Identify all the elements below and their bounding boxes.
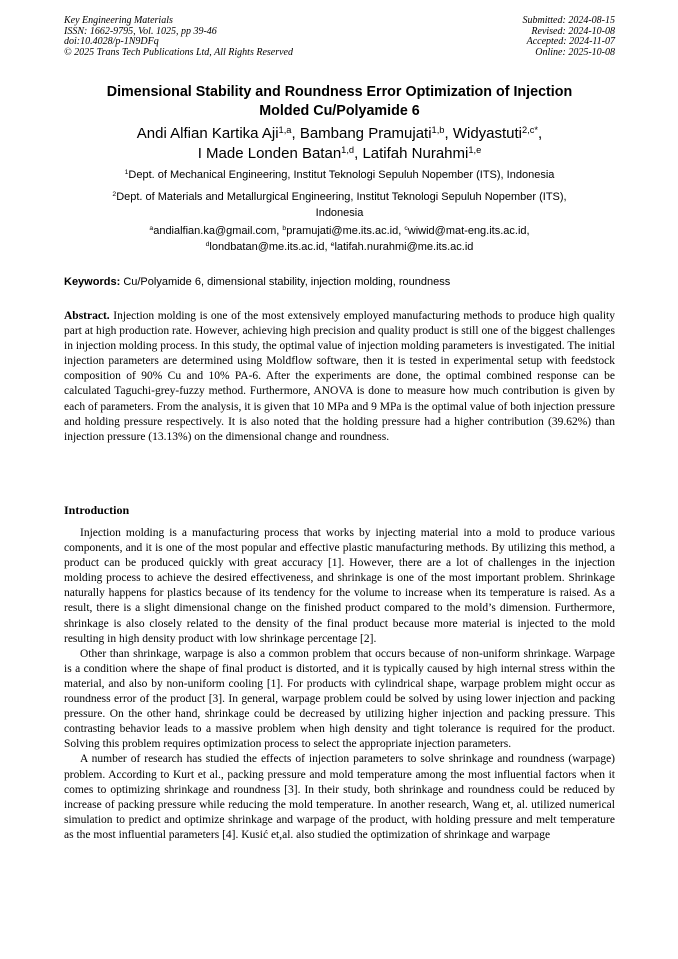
author-sep: ,: [291, 125, 300, 142]
author-affil-sup: 2,c*: [522, 124, 539, 135]
affiliation-text: Dept. of Materials and Metallurgical Engineering, Institut Teknologi Sepuluh Nopember (ITS),: [116, 191, 567, 203]
abstract: [64, 309, 615, 445]
email-sep: ,: [324, 240, 331, 253]
abstract-label: Abstract.: [64, 310, 110, 322]
author-list: [64, 124, 615, 164]
email-address: latifah.nurahmi@me.its.ac.id: [334, 240, 474, 253]
email-sup: b: [282, 225, 287, 233]
affiliation-1: [64, 168, 615, 184]
author-sep: ,: [444, 125, 453, 142]
journal-info: [64, 16, 293, 58]
intro-paragraph: Injection molding is a manufacturing process that works by injecting material into a mold to produce various components, and it is one of the most popular and effective plastic manufacturing methods. By utilizing this method, a product can be produced quickly with great accuracy [1]. However, there are a lot of challenges in the injection molding process to achieve the desired effectiveness, and shrinkage is one of the most important problem. Shrinkage naturally happens for plastics because of its tendency for the volume to increase when its temperature is raised. As a result, there is a slight dimensional change on the finished product compared to the mold’s dimension. Furthermore, shrinkage is also closely related to the density of the final product because more material is injected to the mold resulting in high density product with low shrinkage percentage [2].: [64, 527, 615, 645]
introduction-body: [64, 526, 615, 843]
abstract-text: Injection molding is one of the most extensively employed manufacturing methods to produce high quality part at high production rate. However, achieving high precision and quality product is still one of the biggest challenges in injection molding process. In this study, the optimal value of injection molding parameters is investigated. The initial injection parameters are determined using Moldflow software, then it is tested in experimental setup with feedstock composition of 90% Cu and 10% PA-6. After the experiments are done, the optimal combined response can be calculated Taguchi-grey-fuzzy method. Furthermore, ANOVA is done to measure how much contribution is given by each of parameters. From the analysis, it is given that 10 MPa and 9 MPa is the optimal value of both injection pressure and holding pressure respectively. It is also noted that the holding pressure had a higher contribution (39.62%) than injection pressure (13.13%) on the dimensional change and roundness.: [64, 310, 615, 443]
author-name: Andi Alfian Kartika Aji: [136, 125, 279, 142]
date-revised: Revised: 2024-10-08: [531, 25, 615, 37]
email-sup: c: [404, 225, 408, 233]
title-line-2: Molded Cu/Polyamide 6: [259, 103, 420, 119]
author-name: Latifah Nurahmi: [362, 145, 469, 162]
intro-paragraph: Other than shrinkage, warpage is also a common problem that occurs because of non-uniform shrinkage. Warpage is a condition where the shape of final product is distorted, and it is typically caused by high internal stress within the material, and also by non-uniform cooling [1]. For products with cylindrical shape, warpage problem might occur as roundness error of the product [3]. In general, warpage problem could be solved by using lower injection and packing pressure. On the other hand, shrinkage could be decreased by utilizing higher injection and packing pressure. This contrasting behavior leads to a massive problem when high density and tight tolerance is required for the product. Solving this problem requires optimization process to select the appropriate injection parameters.: [64, 647, 615, 751]
author-sep: ,: [538, 125, 543, 142]
author-emails: [64, 224, 615, 255]
email-sup: e: [330, 240, 335, 248]
author-affil-sup: 1,e: [468, 144, 482, 155]
author-affil-sup: 1,b: [431, 124, 445, 135]
email-address: londbatan@me.its.ac.id: [209, 240, 325, 253]
keywords-text: Cu/Polyamide 6, dimensional stability, injection molding, roundness: [123, 276, 451, 288]
journal-doi: doi:10.4028/p-1N9DFq: [64, 36, 159, 48]
affiliation-sup: 2: [112, 191, 117, 199]
date-accepted: Accepted: 2024-11-07: [526, 36, 615, 48]
affiliation-2: [64, 190, 615, 221]
email-sup: d: [205, 240, 210, 248]
affiliation-sup: 1: [124, 169, 129, 177]
email-sep: ,: [398, 225, 405, 237]
email-sup: a: [149, 225, 154, 233]
author-name: I Made Londen Batan: [197, 145, 342, 162]
paper-title: [64, 83, 615, 121]
email-address: andialfian.ka@gmail.com: [153, 225, 277, 237]
article-dates: [523, 16, 616, 58]
email-sep: ,: [276, 225, 283, 237]
email-line-2: [64, 240, 615, 256]
affiliation-text: Dept. of Mechanical Engineering, Institut Teknologi Sepuluh Nopember (ITS), Indonesia: [128, 169, 555, 181]
keywords-label: Keywords:: [64, 276, 121, 288]
journal-name: Key Engineering Materials: [64, 15, 173, 26]
affiliation-2-line-2: Indonesia: [315, 206, 364, 219]
title-line-1: Dimensional Stability and Roundness Error Optimization of Injection: [106, 84, 573, 100]
author-line-2: [64, 144, 615, 164]
email-address: pramujati@me.its.ac.id: [286, 225, 399, 237]
author-name: Bambang Pramujati: [299, 125, 432, 142]
journal-issn: ISSN: 1662-9795, Vol. 1025, pp 39-46: [64, 25, 217, 37]
author-sep: ,: [354, 145, 363, 162]
author-affil-sup: 1,d: [341, 144, 355, 155]
author-affil-sup: 1,a: [278, 124, 292, 135]
intro-paragraph: A number of research has studied the effects of injection parameters to solve shrinkage and roundness (warpage) problem. According to Kurt et al., packing pressure and mold temperature among the most influential factors when it comes to optimizing shrinkage and roundness [3]. In their study, both shrinkage and roundness could be reduced by increase of packing pressure while reducing the mold temperature. In another research, Wang et, al. utilized numerical simulation to predict and optimize shrinkage and warpage of the product, with holding pressure and melt temperature as the most influential parameters [4]. Kusić et,al. also studied the optimization of shrinkage and warpage: [64, 753, 615, 841]
author-line-1: [64, 124, 615, 144]
email-address: wiwid@mat-eng.its.ac.id: [407, 225, 527, 237]
author-name: Widyastuti: [452, 125, 523, 142]
section-heading-introduction: Introduction: [64, 503, 130, 517]
affiliation-2-line-1: [64, 190, 615, 206]
email-line-1: [64, 224, 615, 240]
date-online: Online: 2025-10-08: [535, 46, 615, 58]
email-sep: ,: [526, 225, 530, 237]
keywords: [64, 275, 615, 290]
journal-copyright: © 2025 Trans Tech Publications Ltd, All Rights Reserved: [64, 46, 293, 58]
date-submitted: Submitted: 2024-08-15: [522, 15, 615, 26]
